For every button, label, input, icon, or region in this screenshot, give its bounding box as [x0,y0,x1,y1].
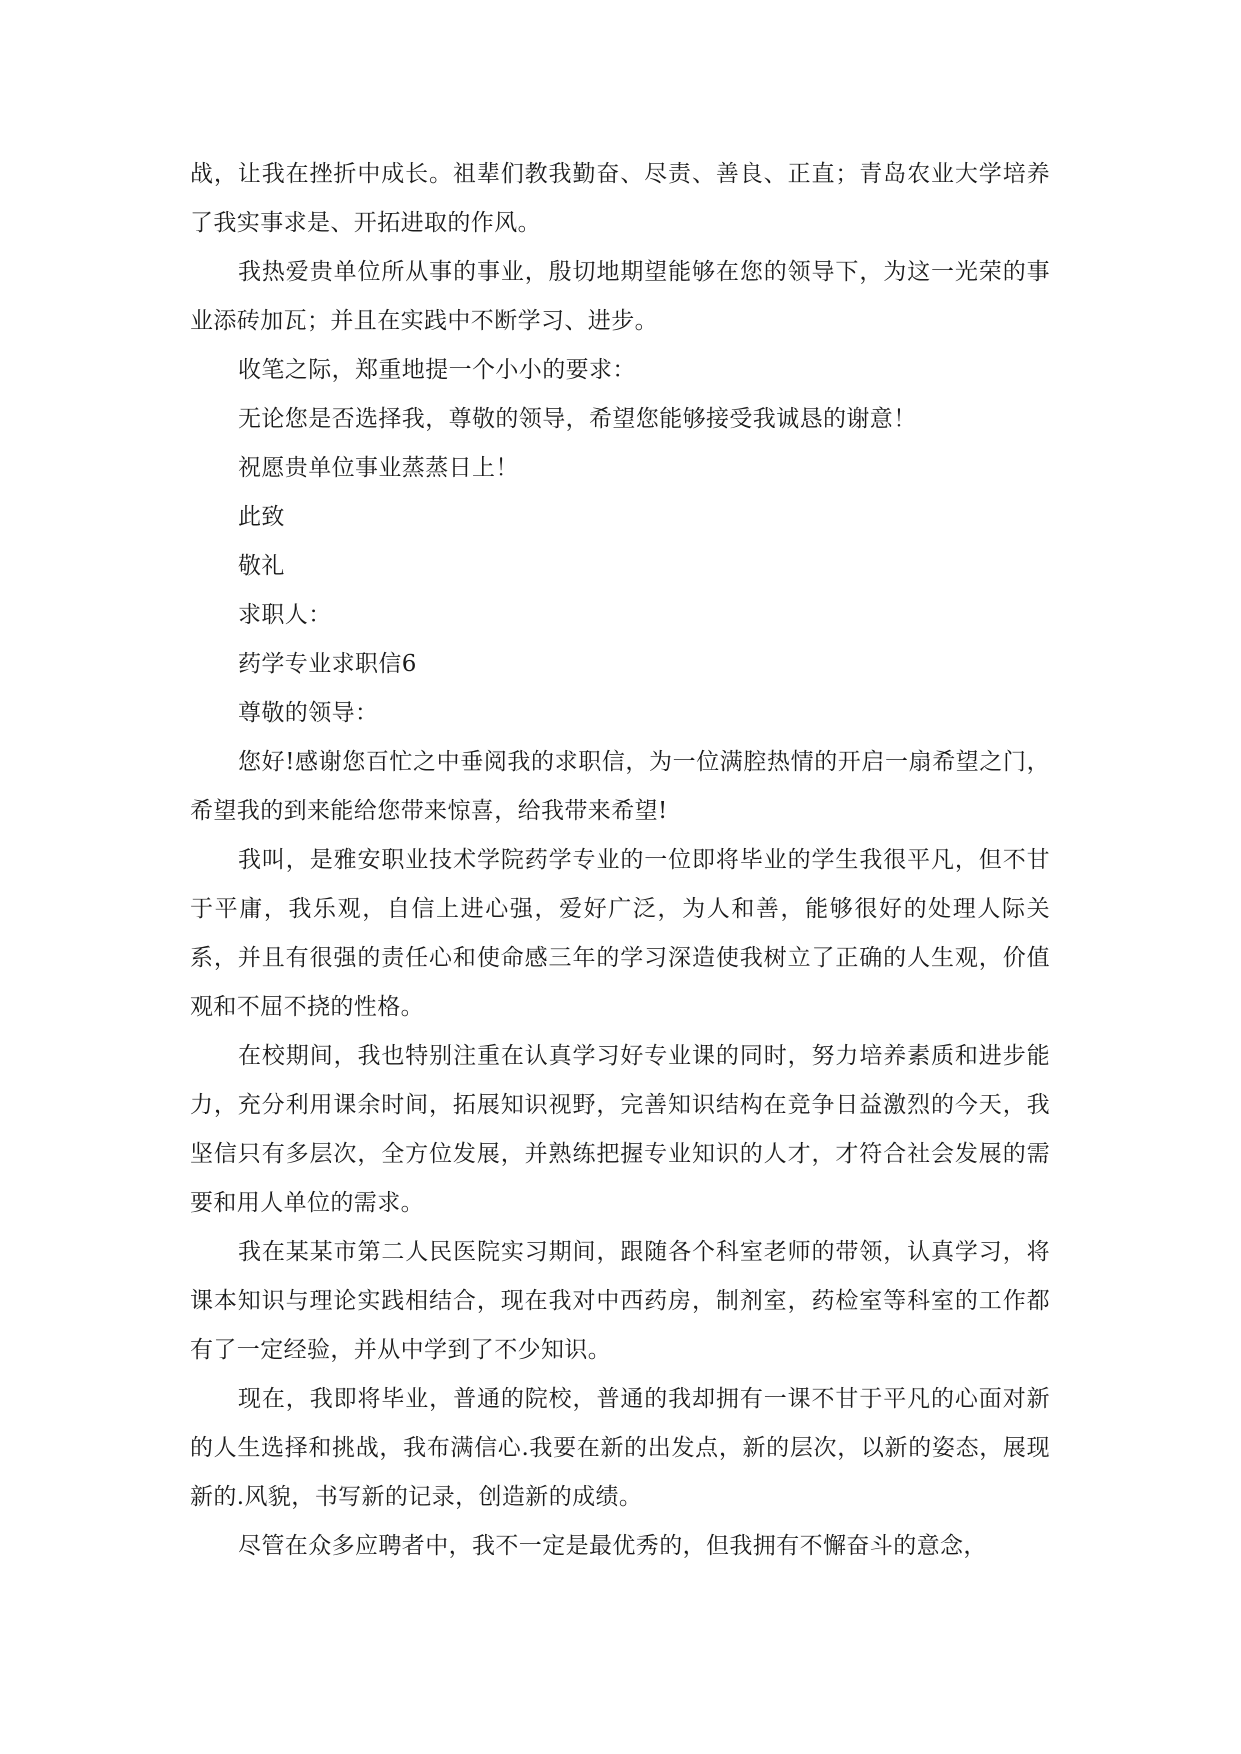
paragraph: 无论您是否选择我，尊敬的领导，希望您能够接受我诚恳的谢意！ [238,406,917,432]
paragraph: 我热爱贵单位所从事的事业，殷切地期望能够在您的领导下，为这一光荣的事业添砖加瓦；并且在实践中不断学习、进步。 [190,259,1050,334]
paragraph: 您好!感谢您百忙之中垂阅我的求职信，为一位满腔热情的开启一扇希望之门，希望我的到来能给您带来惊喜，给我带来希望! [190,749,1050,824]
closing-regards: 敬礼 [238,553,285,579]
signature-line: 求职人： [238,602,332,628]
paragraph: 现在，我即将毕业，普通的院校，普通的我却拥有一课不甘于平凡的心面对新的人生选择和挑战，我布满信心.我要在新的出发点，新的层次，以新的姿态，展现新的.风貌，书写新的记录，创造新的成绩。 [190,1386,1050,1510]
paragraph: 尽管在众多应聘者中，我不一定是最优秀的，但我拥有不懈奋斗的意念， [238,1533,987,1559]
paragraph: 收笔之际，郑重地提一个小小的要求： [238,357,636,383]
letter-body [190,150,1050,1571]
paragraph: 我叫，是雅安职业技术学院药学专业的一位即将毕业的学生我很平凡，但不甘于平庸，我乐观，自信上进心强，爱好广泛，为人和善，能够很好的处理人际关系，并且有很强的责任心和使命感三年的学习深造使我树立了正确的人生观，价值观和不屈不挠的性格。 [190,847,1050,1020]
greeting: 尊敬的领导： [238,700,379,726]
closing-salutation: 此致 [238,504,285,530]
section-title: 药学专业求职信6 [238,651,417,677]
paragraph-continuation: 战，让我在挫折中成长。祖辈们教我勤奋、尽责、善良、正直；青岛农业大学培养了我实事求是、开拓进取的作风。 [190,161,1050,236]
paragraph: 我在某某市第二人民医院实习期间，跟随各个科室老师的带领，认真学习，将课本知识与理论实践相结合，现在我对中西药房，制剂室，药检室等科室的工作都有了一定经验，并从中学到了不少知识。 [190,1239,1050,1363]
paragraph: 在校期间，我也特别注重在认真学习好专业课的同时，努力培养素质和进步能力，充分利用课余时间，拓展知识视野，完善知识结构在竞争日益激烈的今天，我坚信只有多层次，全方位发展，并熟练把握专业知识的人才，才符合社会发展的需要和用人单位的需求。 [190,1043,1050,1216]
paragraph: 祝愿贵单位事业蒸蒸日上！ [238,455,519,481]
